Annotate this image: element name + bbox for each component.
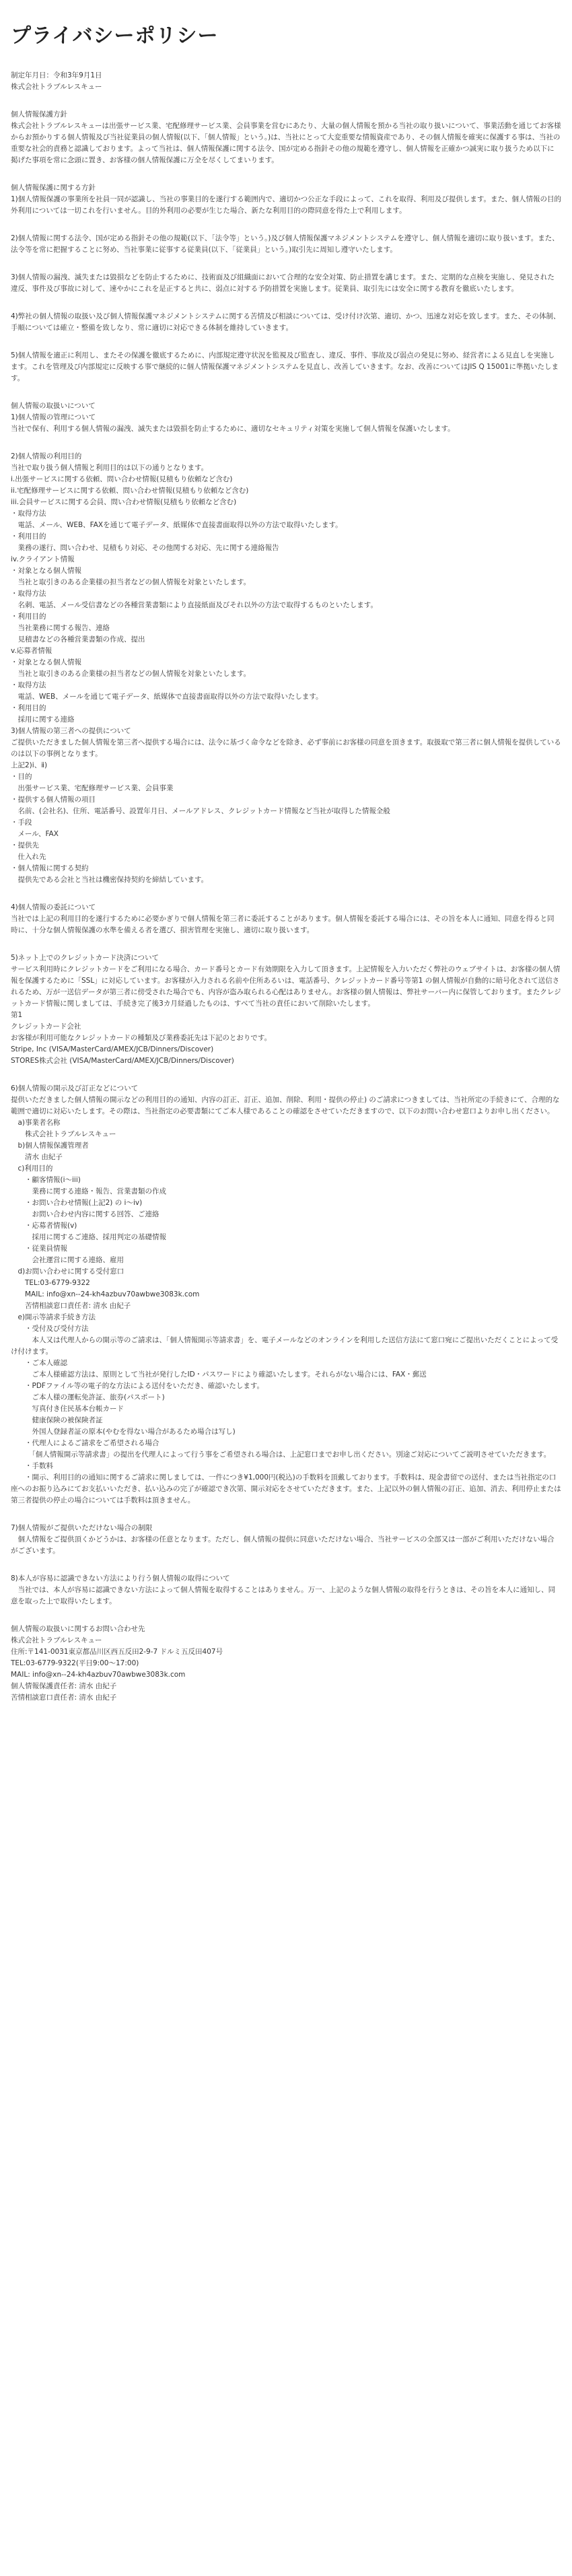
section-line: 名前、(会社名)、住所、電話番号、設置年月日、メールアドレス、クレジットカード情報など当社が取得した情報全般: [11, 807, 390, 815]
section-line: 株式会社トラブルレスキューは出張サービス業、宅配修理サービス業、会員事業を営むにあたり、大量の個人情報を預かる当社の取り扱いについて、事業活動を通じてお客様からお預かりする個人情報及び当社従業員の個人情報(以下、「個人情報」という。)は、当社にとって大変重要な情報資産であり、その個人情報を確実に保護する事は、当社の重要な社会的責務と認識しております。よって当社は、個人情報保護に関する法令、国が定める指針その他の規範を遵守し、個人情報を正確かつ誠実に取り扱うため以下に掲げた事項を常に念頭に置き、お客様の個人情報保護に万全を尽くしてまいります。: [11, 122, 561, 164]
section-line: 当社と取引きのある企業様の担当者などの個人情報を対象といたします。: [11, 578, 251, 586]
policy-section: [11, 401, 561, 435]
section-line: c)利用目的: [11, 1164, 53, 1173]
section-line: ・顧客情報(i～iii): [11, 1176, 81, 1184]
section-line: ・代理人によるご請求をご希望される場合: [11, 1439, 159, 1447]
section-line: ・対象となる個人情報: [11, 658, 81, 666]
section-line: iii.会員サービスに関する会員、問い合わせ情報(見積もり依頼など含む): [11, 498, 237, 506]
section-line: TEL:03-6779-9322(平日9:00～17:00): [11, 1659, 139, 1667]
section-line: iv.クライアント情報: [11, 555, 75, 563]
section-line: ・利用目的: [11, 704, 46, 712]
section-heading: 5)個人情報を適正に利用し、またその保護を徹底するために、内部規定遵守状況を監視及び監査し、違反、事件、事故及び弱点の発見に努め、経営者による見直しを実施します。これを管理及び内部規定に反映する事で継続的に個人情報保護マネジメントシステムを見直し、改善していきます。なお、改善についてはJIS Q 15001に準拠いたします。: [11, 351, 559, 382]
section-heading: 個人情報の取扱いについて: [11, 402, 96, 410]
section-line: 1)個人情報保護の事業所を社員一同が認識し、当社の事業目的を遂行する範囲内で、適切かつ公正な手段によって、これを取得、利用及び提供します。また、個人情報の目的外利用については一切これを行いません。目的外利用の必要が生じた場合、新たな利用目的の際同意を得た上で利用します。: [11, 195, 562, 215]
section-line: 個人情報保護責任者: 清水 由紀子: [11, 1682, 117, 1690]
section-line: 名刺、電話、メール受信書などの各種営業書類により直接紙面及びそれ以外の方法で取得するものといたします。: [11, 601, 378, 609]
section-line: ご本人様の運転免許証、旅券(パスポート): [11, 1393, 165, 1401]
section-heading: 2)個人情報に関する法令、国が定める指針その他の規範(以下、「法令等」という。)及び個人情報保護マネジメントシステムを遵守し、個人情報を適切に取り扱います。また、法令等を常に把握することに努め、当社事業に従事する従業員(以下、「従業員」という。)取引先に周知し遵守いたします。: [11, 234, 559, 254]
policy-sections: [11, 109, 561, 1704]
section-line: 業務に関する連絡・報告、営業書類の作成: [11, 1187, 166, 1195]
section-line: ・開示、利用目的の通知に関するご請求に関しましては、一件につき¥1,000円(税込)の手数料を頂戴しております。手数料は、現金書留での送付、または当社指定の口座へのお振り込みにてお支払いいただき、払い込みの完了が確認でき次第、開示対応をさせていただきます。また、上記以外の個人情報の訂正、追加、消去、利用停止または第三者提供の停止の場合については手数料は頂きません。: [11, 1473, 561, 1504]
section-line: ・取得方法: [11, 510, 46, 518]
section-line: 住所:〒141-0031東京都品川区西五反田2-9-7 ドルミ五反田407号: [11, 1648, 223, 1656]
section-line: Stripe, Inc (VISA/MasterCard/AMEX/JCB/Dinners/Discover): [11, 1045, 214, 1053]
section-line: 仕入れ先: [11, 853, 46, 861]
section-line: 上記2)ⅰ、ⅱ): [11, 761, 48, 769]
section-line: 出張サービス業、宅配修理サービス業、会員事業: [11, 784, 174, 792]
section-line: 本人又は代理人からの開示等のご請求は、「個人情報開示等請求書」を、電子メールなどのオンラインを利用した送信方法にて窓口宛にご提出いただくことによって受け付けます。: [11, 1336, 559, 1356]
section-line: 個人情報をご提供頂くかどうかは、お客様の任意となります。ただし、個人情報の提供に同意いただけない場合、当社サービスの全部又は一部がご利用いただけない場合がございます。: [11, 1535, 555, 1555]
section-line: 提供先である会社と当社は機密保持契約を締結しています。: [11, 876, 209, 884]
policy-section: [11, 109, 561, 166]
section-line: 採用に関する連絡: [11, 716, 75, 724]
section-line: 電話、WEB、メールを通じて電子データ、紙媒体で直接書面取得以外の方法で取得いたします。: [11, 693, 323, 701]
section-heading: 2)個人情報の利用目的: [11, 452, 82, 460]
section-line: ・提供先: [11, 841, 39, 849]
section-heading: 4)弊社の個人情報の取扱い及び個人情報保護マネジメントシステムに関する苦情及び相談については、受け付け次第、適切、かつ、迅速な対応を致します。また、その体制、手順については確立・整備を致しなり、常に適切に対応できる体制を維持していきます。: [11, 312, 561, 332]
section-line: 業務の遂行、問い合わせ、見積もり対応、その他関する対応、先に関する連絡報告: [11, 544, 279, 552]
section-line: メール、FAX: [11, 830, 59, 838]
section-heading: 7)個人情報がご提供いただけない場合の制限: [11, 1524, 153, 1532]
section-line: ・利用目的: [11, 613, 46, 621]
section-line: ・お問い合わせ情報(上記2) の i～iv): [11, 1199, 143, 1207]
section-line: STORES株式会社 (VISA/MasterCard/AMEX/JCB/Dinners/Discover): [11, 1057, 234, 1065]
section-line: a)事業者名称: [11, 1119, 61, 1127]
section-line: 1)個人情報の管理について: [11, 413, 96, 421]
section-line: 健康保険の被保険者証: [11, 1416, 103, 1424]
policy-section: [11, 182, 561, 217]
policy-section: [11, 1624, 561, 1704]
policy-section: [11, 1083, 561, 1506]
section-line: ii.宅配修理サービスに関する依頼、問い合わせ情報(見積もり依頼など含む): [11, 487, 249, 495]
section-line: ・受付及び受付方法: [11, 1325, 89, 1333]
section-line: TEL:03-6779-9322: [11, 1279, 90, 1287]
section-heading: 個人情報保護方針: [11, 110, 67, 118]
section-line: 当社では上記の利用目的を遂行するために必要かぎりで個人情報を第三者に委託することがあります。個人情報を委託する場合には、その旨を本人に通知、同意を得ると同時に、十分な個人情報保護の水準を備える者を選び、損害管理を実施し、適切に取り扱います。: [11, 915, 555, 934]
section-heading: 個人情報の取扱いに関するお問い合わせ先: [11, 1625, 145, 1633]
section-heading: 個人情報保護に関する方針: [11, 184, 96, 192]
section-line: お問い合わせ内容に関する回答、ご連絡: [11, 1210, 159, 1218]
section-line: 外国人登録者証の原本(やむを得ない場合があるため場合は写し): [11, 1428, 236, 1436]
policy-section: [11, 1523, 561, 1557]
section-line: クレジットカード会社: [11, 1022, 81, 1031]
company-name: 株式会社トラブルレスキュー: [11, 83, 102, 91]
section-line: 当社で取り扱う個人情報と利用目的は以下の通りとなります。: [11, 464, 209, 472]
section-heading: 6)個人情報の開示及び訂正などについて: [11, 1084, 139, 1092]
section-line: 苦情相談窓口責任者: 清水 由紀子: [11, 1694, 117, 1702]
section-line: ・ご本人確認: [11, 1359, 67, 1367]
section-line: 当社では、本人が容易に認識できない方法によって個人情報を取得することはありません。万一、上記のような個人情報の取得を行うときは、その旨を本人に通知し、同意を取った上で取得いたします。: [11, 1586, 556, 1605]
section-line: e)開示等請求手続き方法: [11, 1313, 96, 1321]
section-line: ・取得方法: [11, 590, 46, 598]
section-line: ・利用目的: [11, 532, 46, 541]
policy-section: [11, 311, 561, 334]
section-line: 当社業務に関する報告、連絡: [11, 624, 110, 632]
section-line: ・手数料: [11, 1462, 53, 1470]
policy-section: [11, 451, 561, 886]
policy-section: [11, 350, 561, 384]
section-heading: 3)個人情報の漏洩、滅失または毀損などを防止するために、技術面及び組織面において合理的な安全対策、防止措置を講じます。また、定期的な点検を実施し、発見された違反、事件及び事故に対して、速やかにこれを是正すると共に、弱点に対する予防措置を実施します。従業員、取引先には安全に関する教育を徹底いたします。: [11, 273, 555, 293]
section-line: v.応募者情報: [11, 647, 52, 655]
section-line: ・提供する個人情報の項目: [11, 796, 96, 804]
policy-section: [11, 952, 561, 1067]
section-line: サービス利用時にクレジットカードをご利用になる場合、カード番号とカード有効期限を入力して頂きます。上記情報を入力いただく弊社のウェブサイトは、お客様の個人情報を保護するために「SSL」に対応しています。お客様が入力される名前や住所あるいは、電話番号、クレジットカード番号等第1 の個人情報が自動的に暗号化されて送信されるため、万が一送信データが第三者に傍受された場合でも、内容が盗み取られる心配はありません。お客様の個人情報は、弊社サーバー内に保管しております。またクレジットカード情報に関しましては、手続き完了後3カ月経過したものは、すべて当社の責任において削除いたします。: [11, 965, 561, 1008]
section-line: 苦情相談窓口責任者: 清水 由紀子: [11, 1302, 131, 1310]
section-line: 採用に関するご連絡、採用判定の基礎情報: [11, 1233, 166, 1241]
section-line: ・取得方法: [11, 681, 46, 689]
policy-section: [11, 272, 561, 295]
section-line: ・PDFファイル等の電子的な方法による送付をいただき、確認いたします。: [11, 1382, 264, 1390]
section-line: ・従業員情報: [11, 1245, 67, 1253]
policy-meta: [11, 70, 561, 93]
section-heading: 4)個人情報の委託について: [11, 903, 96, 911]
section-line: 3)個人情報の第三者への提供について: [11, 727, 131, 735]
section-line: ・応募者情報(v): [11, 1222, 77, 1230]
section-line: ご提供いただきました個人情報を第三者へ提供する場合には、法令に基づく命令などを除き、必ず事前にお客様の同意を頂きます。取扱取で第三者に個人情報を提供しているのは以下の事例となります。: [11, 738, 561, 758]
section-line: 清水 由紀子: [11, 1153, 63, 1161]
section-heading: 8)本人が容易に認識できない方法により行う個人情報の取得について: [11, 1574, 230, 1582]
section-line: ご本人様確認方法は、原則として当社が発行したID・パスワードにより確認いたします。それらがない場合には、FAX・郵送: [11, 1370, 427, 1379]
section-line: b)個人情報保護管理者: [11, 1142, 89, 1150]
section-line: 第1: [11, 1011, 23, 1019]
section-line: ・手段: [11, 819, 32, 827]
policy-section: [11, 1573, 561, 1607]
section-line: ・対象となる個人情報: [11, 567, 81, 575]
section-line: MAIL: info@xn--24-kh4azbuv70awbwe3083k.com: [11, 1671, 186, 1679]
section-line: ・個人情報に関する契約: [11, 864, 89, 872]
policy-section: [11, 233, 561, 256]
section-line: 株式会社トラブルレスキュー: [11, 1636, 102, 1644]
policy-section: [11, 902, 561, 936]
section-line: 提供いただきました個人情報の開示などの利用目的の通知、内容の訂正、訂正、追加、削除、利用・提供の停止) のご請求につきましては、当社所定の手続きにて、合理的な範囲で適切に対応いたします。その際は、当社指定の必要書類にてご本人様であることの確認をさせていただきますので、以下のお問い合わせ窓口よりお申し出ください。: [11, 1096, 560, 1115]
section-line: 電話、メール、WEB、FAXを通じて電子データ、紙媒体で直接書面取得以外の方法で取得いたします。: [11, 521, 343, 529]
section-heading: 5)ネット上でのクレジットカード決済について: [11, 954, 159, 962]
section-line: お客様が利用可能なクレジットカードの種類及び業務委託先は下記のとおりです。: [11, 1034, 272, 1042]
section-line: 当社と取引きのある企業様の担当者などの個人情報を対象といたします。: [11, 670, 251, 678]
section-line: d)お問い合わせに関する受付窓口: [11, 1267, 124, 1276]
section-line: 写真付き住民基本台帳カード: [11, 1405, 124, 1413]
section-line: 見積書などの各種営業書類の作成、提出: [11, 635, 145, 643]
page-title: プライバシーポリシー: [11, 24, 219, 48]
section-line: 会社運営に関する連絡、雇用: [11, 1256, 124, 1264]
section-line: i.出張サービスに関する依頼、問い合わせ情報(見積もり依頼など含む): [11, 475, 233, 483]
section-line: 当社で保有、利用する個人情報の漏洩、滅失または毀損を防止するために、適切なセキュリティ対策を実施して個人情報を保護いたします。: [11, 425, 455, 433]
section-line: ・目的: [11, 773, 32, 781]
section-line: MAIL: info@xn--24-kh4azbuv70awbwe3083k.com: [11, 1290, 200, 1298]
section-line: 「個人情報開示等請求書」の提出を代理人によって行う事をご希望される場合は、上記窓口までお申し出ください。別途ご対応についてご説明させていただきます。: [11, 1451, 551, 1459]
established-date: 制定年月日：令和3年9月1日: [11, 71, 102, 79]
section-line: 株式会社トラブルレスキュー: [11, 1130, 116, 1138]
